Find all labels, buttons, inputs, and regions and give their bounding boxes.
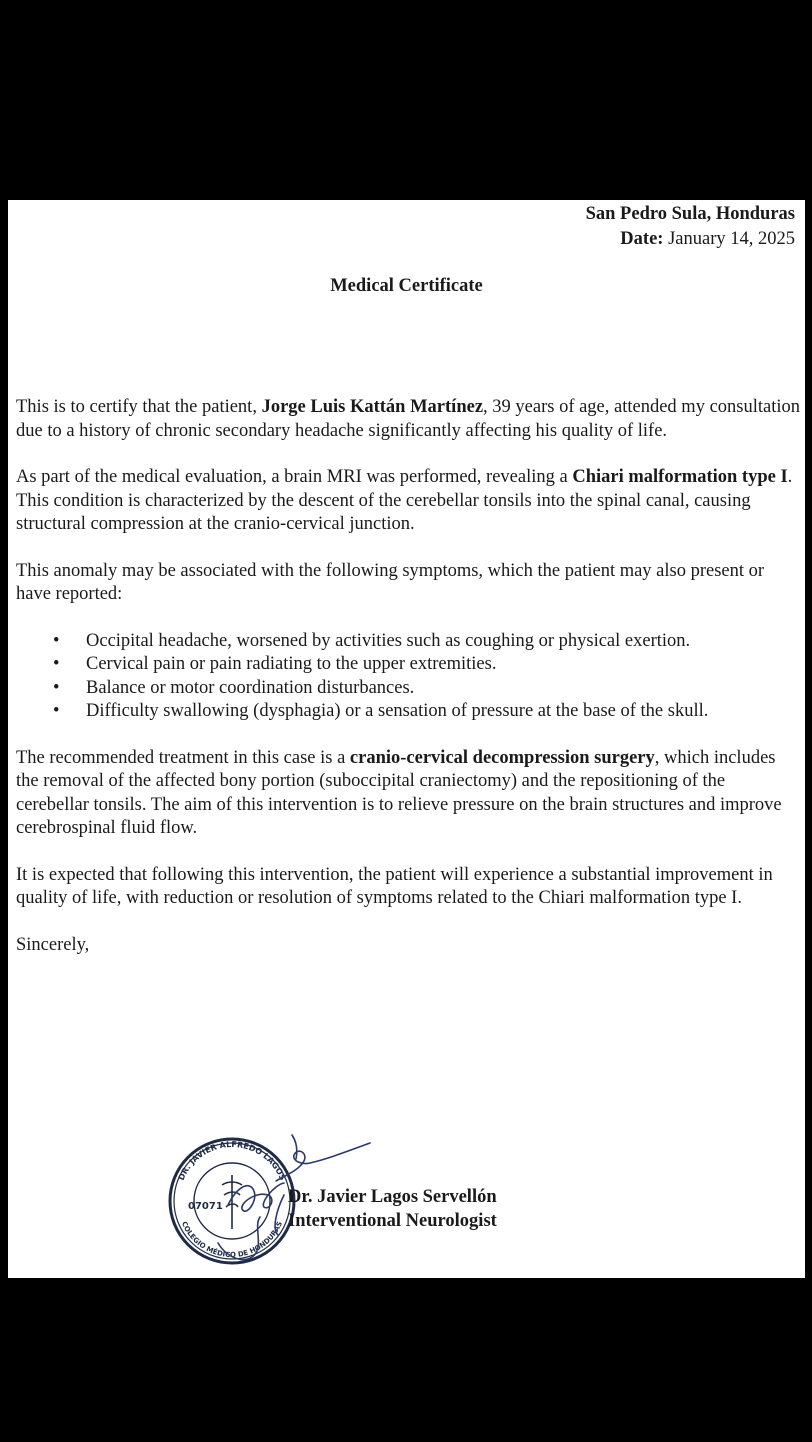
treatment-text-end: , which includes the removal of the affected bony portion (suboccipital craniectomy) and the repositioning of the cerebellar tonsils. The aim of this intervention is to relieve pressure on the brain structures and improve cerebrospinal fluid flow.: [16, 747, 782, 838]
doctor-name: Dr. Javier Lagos Servellón: [288, 1187, 497, 1207]
stamp-number: 07071: [188, 1201, 223, 1212]
stamp-bottom-text: COLEGIO MÉDICO DE HONDURAS: [179, 1220, 285, 1260]
evaluation-paragraph: [16, 466, 801, 537]
document-title: Medical Certificate: [330, 276, 483, 296]
symptoms-intro-paragraph: This anomaly may be associated with the following symptoms, which the patient may also present or have reported:: [16, 560, 765, 604]
treatment-text-start: The recommended treatment in this case is a: [16, 747, 350, 768]
signature-block: [158, 1125, 578, 1275]
patient-name: Jorge Luis Kattán Martínez: [261, 397, 484, 417]
list-item: • Cervical pain or pain radiating to the upper extremities.: [86, 653, 801, 677]
place-and-date: [586, 202, 795, 252]
list-item: • Occipital headache, worsened by activities such as coughing or physical exertion.: [86, 630, 801, 654]
evaluation-text-start: As part of the medical evaluation, a brain MRI was performed, revealing a: [16, 467, 573, 487]
certificate-body: [16, 396, 801, 980]
date-line: [586, 227, 795, 252]
date-label: Date:: [620, 229, 664, 249]
closing: Sincerely,: [16, 934, 90, 955]
list-item: • Difficulty swallowing (dysphagia) or a sensation of pressure at the base of the skull.: [86, 700, 801, 724]
symptoms-list: [16, 630, 801, 724]
diagnosis: Chiari malformation type I: [572, 467, 788, 487]
treatment-name: cranio-cervical decompression surgery: [349, 747, 655, 768]
certificate-page: [8, 200, 805, 1278]
treatment-paragraph: [16, 747, 801, 841]
intro-text-end: , 39 years of age, attended my consultation due to a history of chronic secondary headache significantly affecting his quality of life.: [16, 397, 801, 441]
doctor-title: Interventional Neurologist: [288, 1211, 497, 1231]
place-line: San Pedro Sula, Honduras: [585, 204, 795, 224]
list-item: • Balance or motor coordination disturbances.: [86, 677, 801, 701]
stamp-top-text: DR. JAVIER ALFREDO LAGOS: [176, 1139, 288, 1182]
intro-paragraph: [16, 396, 801, 443]
date-value: January 14, 2025: [668, 229, 795, 249]
evaluation-text-end: . This condition is characterized by the descent of the cerebellar tonsils into the spinal canal, causing structural compression at the cranio-cervical junction.: [16, 467, 793, 534]
seal-stamp-icon: [170, 1139, 294, 1263]
signatory: [288, 1185, 497, 1233]
prognosis-paragraph: It is expected that following this intervention, the patient will experience a substantial improvement in quality of life, with reduction or resolution of symptoms related to the Chiari malformation type I.: [16, 864, 773, 908]
intro-text-start: This is to certify that the patient,: [16, 397, 262, 417]
